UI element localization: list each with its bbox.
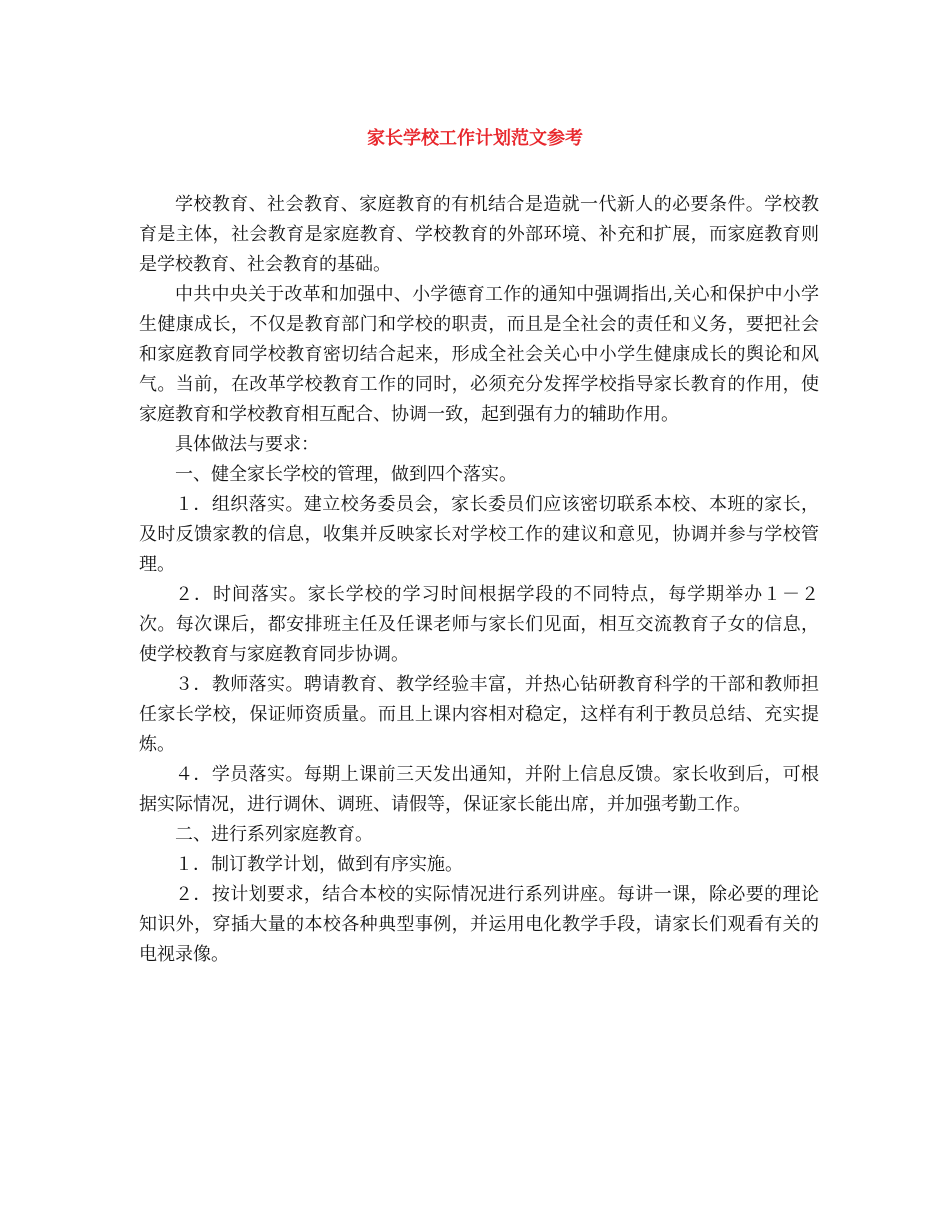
paragraph-lectures: ２．按计划要求，结合本校的实际情况进行系列讲座。每讲一课，除必要的理论知识外，穿插大量的本校各种典型事例，并运用电化教学手段，请家长们观看有关的电视录像。 xyxy=(139,884,819,965)
paragraph-plan: １．制订教学计划，做到有序实施。 xyxy=(175,854,463,875)
paragraph-time: ２．时间落实。家长学校的学习时间根据学段的不同特点，每学期举办１－２次。每次课后，都安排班主任及任课老师与家长们见面，相互交流教育子女的信息，使学校教育与家庭教育同步协调。 xyxy=(139,584,819,665)
paragraph-intro: 学校教育、社会教育、家庭教育的有机结合是造就一代新人的必要条件。学校教育是主体，社会教育是家庭教育、学校教育的外部环境、补充和扩展，而家庭教育则是学校教育、社会教育的基础。 xyxy=(139,194,819,275)
document-title: 家长学校工作计划范文参考 xyxy=(367,128,583,149)
paragraph-teachers: ３．教师落实。聘请教育、教学经验丰富，并热心钻研教育科学的干部和教师担任家长学校，保证师资质量。而且上课内容相对稳定，这样有利于教员总结、充实提炼。 xyxy=(139,674,819,755)
paragraph-methods-heading: 具体做法与要求： xyxy=(175,434,319,455)
paragraph-organization: １．组织落实。建立校务委员会，家长委员们应该密切联系本校、本班的家长，及时反馈家教的信息，收集并反映家长对学校工作的建议和意见，协调并参与学校管理。 xyxy=(139,494,819,575)
section-heading-management: 一、健全家长学校的管理，做到四个落实。 xyxy=(175,464,517,485)
document-body xyxy=(139,190,819,970)
paragraph-central-notice: 中共中央关于改革和加强中、小学德育工作的通知中强调指出,关心和保护中小学生健康成长，不仅是教育部门和学校的职责，而且是全社会的责任和义务，要把社会和家庭教育同学校教育密切结合起来，形成全社会关心中小学生健康成长的舆论和风气。当前，在改革学校教育工作的同时，必须充分发挥学校指导家长教育的作用，使家庭教育和学校教育相互配合、协调一致，起到强有力的辅助作用。 xyxy=(139,284,819,425)
section-heading-series: 二、进行系列家庭教育。 xyxy=(175,824,373,845)
paragraph-students: ４．学员落实。每期上课前三天发出通知，并附上信息反馈。家长收到后，可根据实际情况，进行调休、调班、请假等，保证家长能出席，并加强考勤工作。 xyxy=(139,764,819,815)
